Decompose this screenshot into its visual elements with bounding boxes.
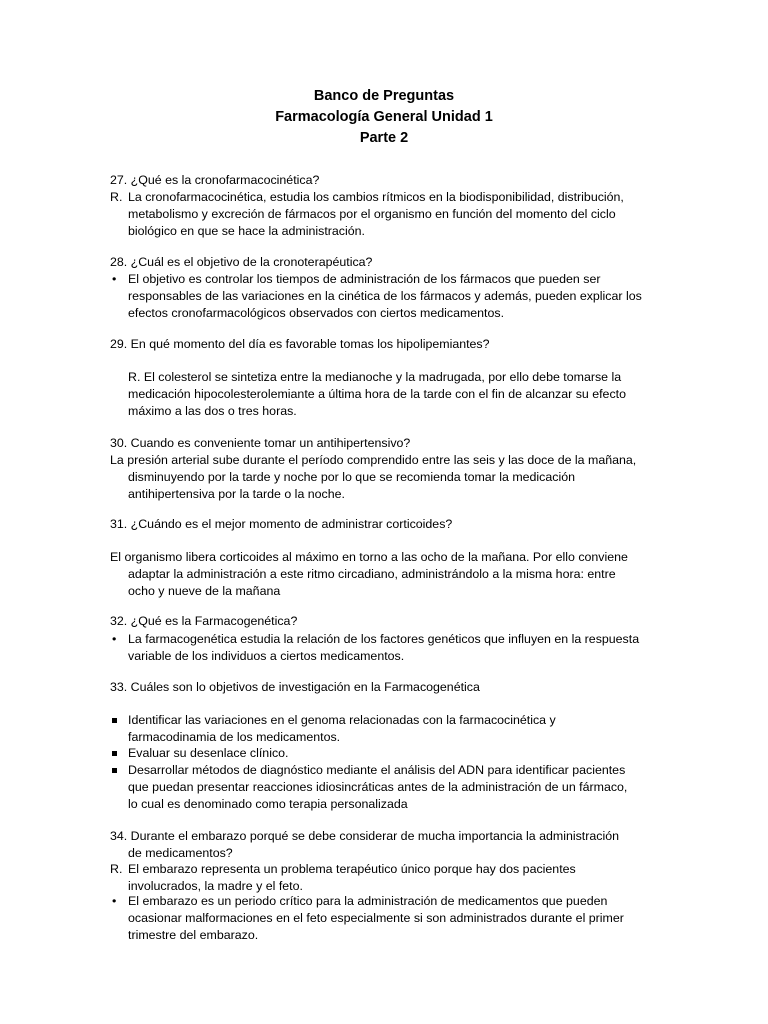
question-text: 31. ¿Cuándo es el mejor momento de administrar corticoides? (110, 517, 453, 531)
answer-text: máximo a las dos o tres horas. (128, 403, 297, 418)
answer-text: medicación hipocolesterolemiante a última hora de la tarde con el fin de alcanzar su efecto (128, 386, 626, 401)
question-text: 28. ¿Cuál es el objetivo de la cronoterapéutica? (110, 255, 373, 269)
answer-text: farmacodinamia de los medicamentos. (128, 729, 341, 744)
square-bullet-icon (112, 751, 117, 756)
answer-text: responsables de las variaciones en la cinética de los fármacos y además, pueden explicar los (128, 288, 642, 303)
answer-text: R. El colesterol se sintetiza entre la medianoche y la madrugada, por ello debe tomarse la (128, 370, 622, 384)
answer-text: El organismo libera corticoides al máximo en torno a las ocho de la mañana. Por ello conviene (110, 550, 628, 564)
answer-text: trimestre del embarazo. (128, 927, 259, 942)
question-text: 30. Cuando es conveniente tomar un antihipertensivo? (110, 436, 411, 450)
answer-text: Desarrollar métodos de diagnóstico mediante el análisis del ADN para identificar pacientes (128, 763, 626, 777)
square-bullet-icon (112, 768, 117, 773)
question-text: 29. En qué momento del día es favorable tomas los hipolipemiantes? (110, 337, 490, 351)
answer-text: El objetivo es controlar los tiempos de administración de los fármacos que pueden ser (128, 272, 601, 286)
answer-text: variable de los individuos a ciertos medicamentos. (128, 648, 405, 663)
answer-text: Identificar las variaciones en el genoma relacionadas con la farmacocinética y (128, 713, 556, 727)
question-text: 32. ¿Qué es la Farmacogenética? (110, 614, 298, 628)
answer-text: La cronofarmacocinética, estudia los cambios rítmicos en la biodisponibilidad, distribución, (128, 190, 624, 204)
question-text: 33. Cuáles son lo objetivos de investigación en la Farmacogenética (110, 680, 480, 694)
answer-text: ocasionar malformaciones en el feto especialmente si son administrados durante el primer (128, 910, 624, 925)
document-title: Banco de Preguntas (313, 88, 455, 104)
question-text: de medicamentos? (128, 845, 233, 860)
answer-text: lo cual es denominado como terapia personalizada (128, 796, 408, 811)
question-text: 27. ¿Qué es la cronofarmacocinética? (110, 173, 320, 187)
answer-text: Evaluar su desenlace clínico. (128, 746, 289, 760)
square-bullet-icon (112, 718, 117, 723)
answer-text: biológico en que se hace la administración. (128, 223, 365, 238)
answer-text: La presión arterial sube durante el período comprendido entre las seis y las doce de la mañana, (110, 453, 637, 467)
document-subtitle: Farmacología General Unidad 1 (275, 109, 493, 125)
question-text: 34. Durante el embarazo porqué se debe considerar de mucha importancia la administración (110, 829, 619, 843)
answer-text: disminuyendo por la tarde y noche por lo que se recomienda tomar la medicación (128, 469, 576, 484)
bullet-icon: • (112, 632, 117, 646)
answer-text: El embarazo representa un problema terapéutico único porque hay dos pacientes (128, 862, 576, 876)
bullet-icon: • (112, 894, 117, 908)
answer-text: adaptar la administración a este ritmo circadiano, administrándolo a la misma hora: entre (128, 566, 616, 581)
answer-text: La farmacogenética estudia la relación de los factores genéticos que influyen en la respuesta (128, 632, 640, 646)
title-block (0, 86, 768, 149)
answer-text: involucrados, la madre y el feto. (128, 878, 303, 893)
bullet-icon: • (112, 272, 117, 286)
answer-text: metabolismo y excreción de fármacos por el organismo en función del momento del ciclo (128, 206, 616, 221)
document-part: Parte 2 (359, 130, 409, 146)
answer-text: ocho y nueve de la mañana (128, 583, 281, 598)
answer-text: efectos cronofarmacológicos observados con ciertos medicamentos. (128, 305, 505, 320)
answer-text: El embarazo es un periodo crítico para la administración de medicamentos que pueden (128, 894, 608, 908)
answer-text: que puedan presentar reacciones idiosincráticas antes de la administración de un fármaco, (128, 779, 628, 794)
answer-marker: R. (110, 190, 123, 204)
answer-marker: R. (110, 862, 123, 876)
answer-text: antihipertensiva por la tarde o la noche. (128, 486, 345, 501)
